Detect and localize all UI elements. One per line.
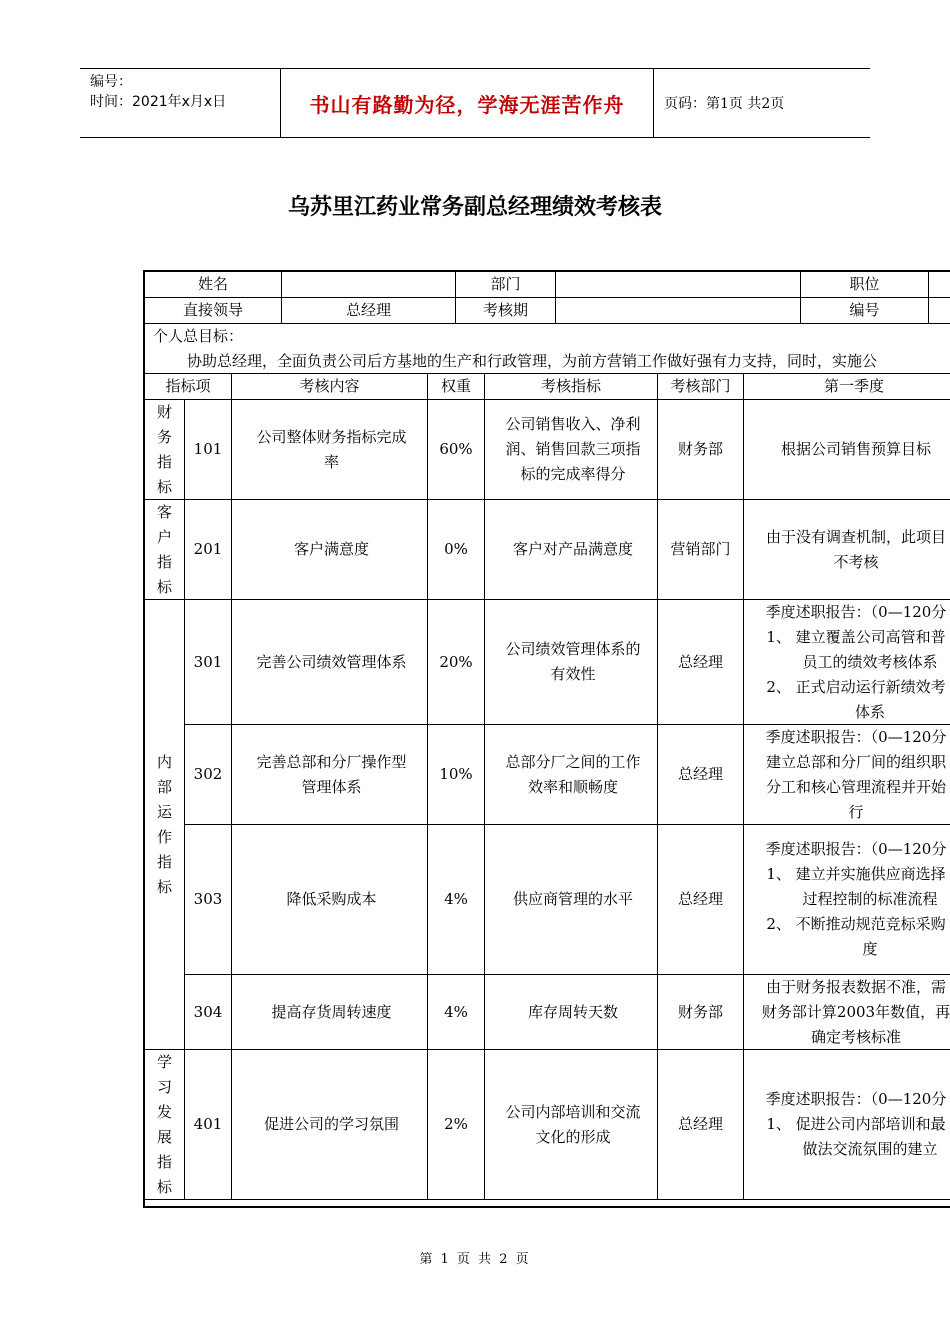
category-char: 财 xyxy=(156,402,172,421)
cell-dept: 总经理 xyxy=(658,725,744,825)
cell-weight: 2% xyxy=(428,1050,485,1200)
cell-line: 公司绩效管理体系的 xyxy=(505,640,641,658)
category-char: 指 xyxy=(156,852,172,871)
cell-line: 做法交流氛围的建立 xyxy=(802,1140,938,1158)
cell-q1 xyxy=(744,725,950,825)
category-char: 务 xyxy=(156,427,172,446)
dept-value xyxy=(556,272,801,298)
cell-line: 标的完成率得分 xyxy=(520,465,626,483)
assessment-table xyxy=(143,270,950,1208)
category-label xyxy=(145,400,185,500)
cell-line: 度 xyxy=(862,940,878,958)
category-char: 指 xyxy=(156,1152,172,1171)
cell-line: 完善公司绩效管理体系 xyxy=(256,652,407,671)
cell-dept: 财务部 xyxy=(658,975,744,1050)
category-char: 客 xyxy=(156,502,172,521)
cell-line: 2、 不断推动规范竞标采购 xyxy=(766,915,946,933)
cell-q1 xyxy=(744,1050,950,1200)
cell-line: 公司内部培训和交流 xyxy=(505,1102,641,1121)
cell-line: 客户对产品满意度 xyxy=(512,540,633,558)
cell-indicator xyxy=(485,825,658,975)
cell-line: 公司销售收入、净利 xyxy=(505,415,641,433)
cell-line: 1、 建立并实施供应商选择 xyxy=(766,865,946,883)
col-header-indicator: 考核指标 xyxy=(485,374,658,400)
cell-line: 过程控制的标准流程 xyxy=(802,890,938,908)
category-char: 展 xyxy=(156,1127,172,1146)
page-footer: 第 1 页 共 2 页 xyxy=(419,1252,531,1267)
category-char: 学 xyxy=(156,1052,172,1071)
category-label xyxy=(145,500,185,600)
col-header-dept: 考核部门 xyxy=(658,374,744,400)
cell-indicator xyxy=(485,500,658,600)
cell-line: 促进公司的学习氛围 xyxy=(263,1115,399,1133)
leader-value: 总经理 xyxy=(282,298,456,324)
cell-weight: 20% xyxy=(428,600,485,725)
cell-q1 xyxy=(744,400,950,500)
cell-weight: 10% xyxy=(428,725,485,825)
cell-code: 303 xyxy=(185,825,232,975)
category-char: 运 xyxy=(156,802,172,821)
goal-label: 个人总目标： xyxy=(153,327,244,345)
cell-line: 行 xyxy=(848,802,864,821)
cell-line: 文化的形成 xyxy=(535,1127,611,1146)
category-char: 习 xyxy=(156,1077,172,1096)
cell-indicator xyxy=(485,600,658,725)
cell-line: 季度述职报告：（0—120分 xyxy=(765,1090,947,1108)
time-label: 时间：2021年x月x日 xyxy=(90,94,227,110)
cell-line: 体系 xyxy=(854,702,885,721)
cell-weight: 4% xyxy=(428,825,485,975)
cell-line: 员工的绩效考核体系 xyxy=(802,652,938,671)
cell-content xyxy=(232,500,428,600)
cell-content xyxy=(232,600,428,725)
cell-q1 xyxy=(744,500,950,600)
cell-line: 降低采购成本 xyxy=(286,890,377,908)
page-info: 页码：第1页 共2页 xyxy=(664,96,785,112)
cell-content xyxy=(232,400,428,500)
category-char: 部 xyxy=(156,777,172,796)
cell-q1 xyxy=(744,600,950,725)
category-char: 发 xyxy=(156,1102,172,1121)
cell-content xyxy=(232,975,428,1050)
cell-line: 分工和核心管理流程并开始 xyxy=(765,777,946,796)
cell-line: 管理体系 xyxy=(301,777,362,796)
cell-code: 301 xyxy=(185,600,232,725)
cell-dept: 财务部 xyxy=(658,400,744,500)
cell-line: 总部分厂之间的工作 xyxy=(505,752,641,771)
cell-line: 2、 正式启动运行新绩效考 xyxy=(766,677,946,696)
cell-line: 提高存货周转速度 xyxy=(271,1002,392,1021)
cell-content xyxy=(232,1050,428,1200)
cell-line: 有效性 xyxy=(550,665,596,683)
cell-q1 xyxy=(744,825,950,975)
cell-code: 401 xyxy=(185,1050,232,1200)
cell-dept: 总经理 xyxy=(658,600,744,725)
cell-line: 库存周转天数 xyxy=(527,1002,618,1021)
cell-line: 季度述职报告：（0—120分 xyxy=(765,602,947,621)
cell-line: 不考核 xyxy=(833,552,879,571)
category-char: 指 xyxy=(156,452,172,471)
category-label xyxy=(145,600,185,1050)
col-header-item: 指标项 xyxy=(145,374,232,400)
cell-line: 润、销售回款三项指 xyxy=(505,440,641,458)
col-header-weight: 权重 xyxy=(428,374,485,400)
cell-line: 财务部计算2003年数值，再 xyxy=(761,1002,950,1021)
period-value xyxy=(556,298,801,324)
cell-code: 302 xyxy=(185,725,232,825)
goal-text: 协助总经理，全面负责公司后方基地的生产和行政管理，为前方营销工作做好强有力支持，同时，实施公 xyxy=(187,352,878,370)
cell-line: 由于财务报表数据不准，需 xyxy=(765,977,946,996)
category-char: 内 xyxy=(156,752,172,771)
number-value xyxy=(929,298,950,324)
document-title: 乌苏里江药业常务副总经理绩效考核表 xyxy=(287,195,662,220)
cell-weight: 60% xyxy=(428,400,485,500)
category-char: 标 xyxy=(156,1177,172,1196)
cell-line: 季度述职报告：（0—120分 xyxy=(765,727,947,746)
category-char: 标 xyxy=(156,577,172,596)
goal-block xyxy=(145,324,950,374)
position-label: 职位 xyxy=(801,272,929,298)
cell-dept: 总经理 xyxy=(658,825,744,975)
category-char: 指 xyxy=(156,552,172,571)
cell-indicator xyxy=(485,1050,658,1200)
col-header-content: 考核内容 xyxy=(232,374,428,400)
cell-line: 季度述职报告：（0—120分 xyxy=(765,840,947,858)
cell-line: 效率和顺畅度 xyxy=(527,777,618,796)
category-char: 标 xyxy=(156,877,172,896)
cell-line: 1、 建立覆盖公司高管和普 xyxy=(766,627,946,646)
cell-line: 公司整体财务指标完成 xyxy=(256,427,407,446)
motto: 书山有路勤为径，学海无涯苦作舟 xyxy=(281,69,654,137)
cell-weight: 0% xyxy=(428,500,485,600)
cell-line: 确定考核标准 xyxy=(810,1027,901,1046)
cell-dept: 营销部门 xyxy=(658,500,744,600)
cell-line: 客户满意度 xyxy=(293,540,369,558)
cell-line: 完善总部和分厂操作型 xyxy=(256,752,407,771)
cell-content xyxy=(232,725,428,825)
cell-line: 由于没有调查机制，此项目 xyxy=(765,527,946,546)
cell-dept: 总经理 xyxy=(658,1050,744,1200)
cell-indicator xyxy=(485,725,658,825)
period-label: 考核期 xyxy=(456,298,556,324)
number-label: 编号 xyxy=(801,298,929,324)
cell-weight: 4% xyxy=(428,975,485,1050)
cell-indicator xyxy=(485,400,658,500)
leader-label: 直接领导 xyxy=(145,298,282,324)
cell-line: 1、 促进公司内部培训和最 xyxy=(766,1115,946,1133)
category-char: 标 xyxy=(156,477,172,496)
cell-content xyxy=(232,825,428,975)
cell-line: 根据公司销售预算目标 xyxy=(780,440,931,458)
serial-label: 编号： xyxy=(90,74,132,90)
cell-line: 供应商管理的水平 xyxy=(512,890,633,908)
name-label: 姓名 xyxy=(145,272,282,298)
category-char: 户 xyxy=(156,527,172,546)
cell-indicator xyxy=(485,975,658,1050)
name-value xyxy=(282,272,456,298)
cell-code: 201 xyxy=(185,500,232,600)
header-meta xyxy=(80,69,281,137)
cell-q1 xyxy=(744,975,950,1050)
page-header xyxy=(80,68,870,138)
dept-label: 部门 xyxy=(456,272,556,298)
cell-code: 101 xyxy=(185,400,232,500)
cell-code: 304 xyxy=(185,975,232,1050)
cell-line: 率 xyxy=(323,452,339,471)
col-header-q1: 第一季度 xyxy=(744,374,950,400)
cell-line: 建立总部和分厂间的组织职 xyxy=(765,752,946,771)
category-label xyxy=(145,1050,185,1200)
category-char: 作 xyxy=(156,827,172,846)
position-value xyxy=(929,272,950,298)
